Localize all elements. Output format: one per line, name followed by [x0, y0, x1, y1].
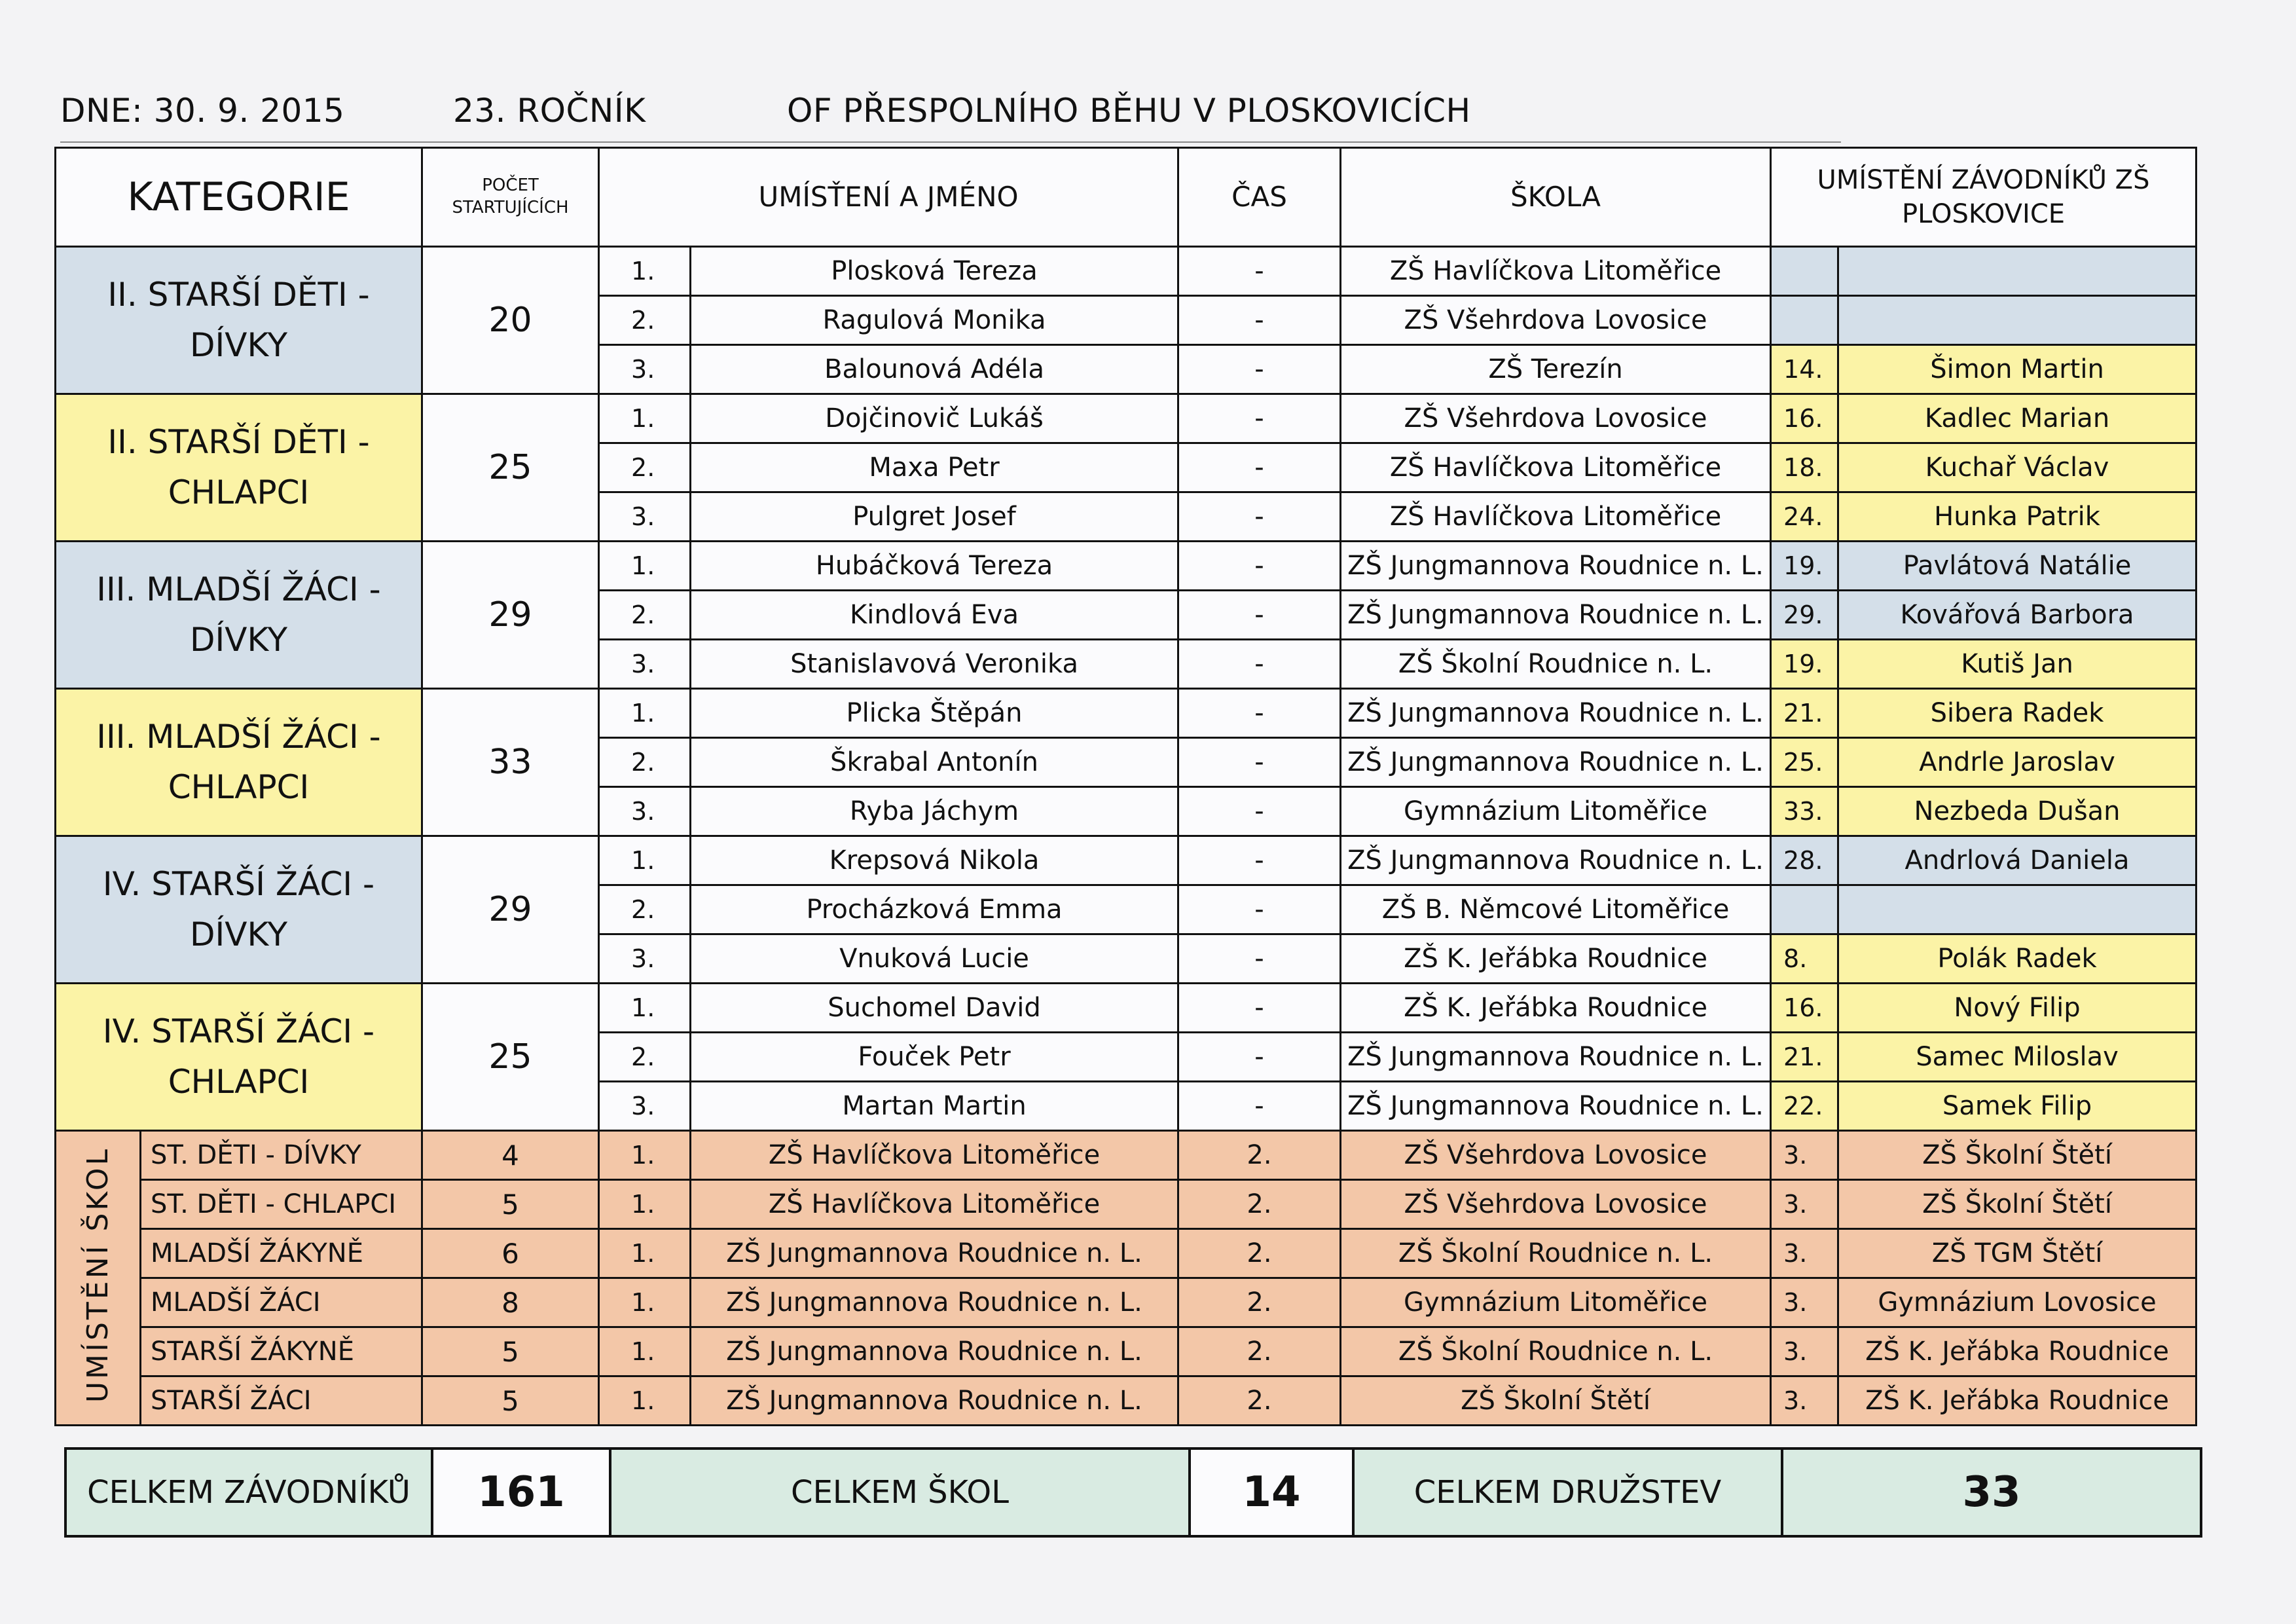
zs-athlete-name: Nezbeda Dušan: [1838, 787, 2196, 836]
zs-rank: 16.: [1771, 984, 1838, 1033]
table-row: [56, 689, 2196, 738]
zs-athlete-name: Samek Filip: [1838, 1082, 2196, 1131]
starters-count: 29: [422, 542, 599, 689]
zs-rank: [1771, 296, 1838, 345]
placement-rank: 1.: [599, 689, 691, 738]
race-time: -: [1178, 247, 1341, 296]
zs-athlete-name: [1838, 296, 2196, 345]
placement-rank: 3.: [599, 345, 691, 394]
placement-rank: 3.: [599, 1082, 691, 1131]
category-name: II. STARŠÍ DĚTI - DÍVKY: [56, 247, 422, 394]
category-name: IV. STARŠÍ ŽÁCI - DÍVKY: [56, 836, 422, 984]
school-rank-1: 1.: [599, 1376, 691, 1426]
placement-rank: 1.: [599, 542, 691, 591]
school-rank-3: 3.: [1771, 1180, 1838, 1229]
school-category: STARŠÍ ŽÁCI: [141, 1376, 422, 1426]
school-category: ST. DĚTI - CHLAPCI: [141, 1180, 422, 1229]
race-time: -: [1178, 836, 1341, 885]
race-time: -: [1178, 787, 1341, 836]
zs-rank: 33.: [1771, 787, 1838, 836]
athlete-name: Suchomel David: [691, 984, 1178, 1033]
school-3rd: ZŠ K. Jeřábka Roudnice: [1838, 1327, 2196, 1376]
school-2nd: ZŠ Všehrdova Lovosice: [1341, 1180, 1771, 1229]
race-time: -: [1178, 443, 1341, 492]
school-rank-2: 2.: [1178, 1229, 1341, 1278]
placement-rank: 3.: [599, 787, 691, 836]
athlete-name: Plicka Štěpán: [691, 689, 1178, 738]
school-name: ZŠ Havlíčkova Litoměřice: [1341, 492, 1771, 542]
school-ranking-row: [56, 1327, 2196, 1376]
placement-rank: 2.: [599, 296, 691, 345]
placement-rank: 3.: [599, 640, 691, 689]
school-1st: ZŠ Jungmannova Roudnice n. L.: [691, 1376, 1178, 1426]
school-ranking-row: [56, 1180, 2196, 1229]
total-teams-label: CELKEM DRUŽSTEV: [1353, 1449, 1782, 1536]
category-name: II. STARŠÍ DĚTI - CHLAPCI: [56, 394, 422, 542]
placement-rank: 1.: [599, 836, 691, 885]
col-kategorie: KATEGORIE: [56, 148, 422, 247]
race-time: -: [1178, 934, 1341, 984]
athlete-name: Vnuková Lucie: [691, 934, 1178, 984]
school-name: ZŠ Všehrdova Lovosice: [1341, 394, 1771, 443]
school-1st: ZŠ Jungmannova Roudnice n. L.: [691, 1278, 1178, 1327]
race-time: -: [1178, 689, 1341, 738]
school-name: ZŠ K. Jeřábka Roudnice: [1341, 984, 1771, 1033]
school-rank-3: 3.: [1771, 1131, 1838, 1180]
category-name: III. MLADŠÍ ŽÁCI - DÍVKY: [56, 542, 422, 689]
zs-athlete-name: Andrlová Daniela: [1838, 836, 2196, 885]
school-name: ZŠ Jungmannova Roudnice n. L.: [1341, 542, 1771, 591]
placement-rank: 2.: [599, 738, 691, 787]
school-2nd: ZŠ Školní Štětí: [1341, 1376, 1771, 1426]
zs-athlete-name: Kuchař Václav: [1838, 443, 2196, 492]
placement-rank: 3.: [599, 492, 691, 542]
zs-athlete-name: Sibera Radek: [1838, 689, 2196, 738]
athlete-name: Škrabal Antonín: [691, 738, 1178, 787]
school-name: ZŠ K. Jeřábka Roudnice: [1341, 934, 1771, 984]
zs-rank: 16.: [1771, 394, 1838, 443]
school-name: ZŠ Jungmannova Roudnice n. L.: [1341, 1033, 1771, 1082]
school-3rd: ZŠ Školní Štětí: [1838, 1131, 2196, 1180]
school-1st: ZŠ Jungmannova Roudnice n. L.: [691, 1327, 1178, 1376]
zs-rank: 24.: [1771, 492, 1838, 542]
school-3rd: ZŠ K. Jeřábka Roudnice: [1838, 1376, 2196, 1426]
school-rank-1: 1.: [599, 1180, 691, 1229]
school-name: ZŠ Havlíčkova Litoměřice: [1341, 247, 1771, 296]
school-2nd: ZŠ Školní Roudnice n. L.: [1341, 1327, 1771, 1376]
race-time: -: [1178, 984, 1341, 1033]
athlete-name: Hubáčková Tereza: [691, 542, 1178, 591]
school-team-count: 4: [422, 1131, 599, 1180]
zs-athlete-name: Polák Radek: [1838, 934, 2196, 984]
zs-athlete-name: [1838, 247, 2196, 296]
athlete-name: Procházková Emma: [691, 885, 1178, 934]
zs-athlete-name: Pavlátová Natálie: [1838, 542, 2196, 591]
athlete-name: Ryba Jáchym: [691, 787, 1178, 836]
col-umisteni: UMÍSŤENÍ A JMÉNO: [599, 148, 1178, 247]
table-row: [56, 542, 2196, 591]
athlete-name: Maxa Petr: [691, 443, 1178, 492]
zs-rank: 19.: [1771, 542, 1838, 591]
zs-rank: 25.: [1771, 738, 1838, 787]
athlete-name: Dojčinovič Lukáš: [691, 394, 1178, 443]
school-rank-3: 3.: [1771, 1376, 1838, 1426]
school-rank-2: 2.: [1178, 1131, 1341, 1180]
school-rank-1: 1.: [599, 1229, 691, 1278]
zs-rank: 19.: [1771, 640, 1838, 689]
school-name: ZŠ Jungmannova Roudnice n. L.: [1341, 836, 1771, 885]
school-ranking-row: [56, 1376, 2196, 1426]
school-ranking-row: [56, 1278, 2196, 1327]
starters-count: 25: [422, 984, 599, 1131]
zs-rank: 8.: [1771, 934, 1838, 984]
school-ranking-label-text: UMÍSTĚNÍ ŠKOL: [81, 1146, 115, 1403]
athlete-name: Pulgret Josef: [691, 492, 1178, 542]
zs-rank: 28.: [1771, 836, 1838, 885]
starters-count: 33: [422, 689, 599, 836]
table-row: [56, 394, 2196, 443]
school-category: MLADŠÍ ŽÁKYNĚ: [141, 1229, 422, 1278]
race-time: -: [1178, 345, 1341, 394]
athlete-name: Fouček Petr: [691, 1033, 1178, 1082]
placement-rank: 2.: [599, 443, 691, 492]
race-time: -: [1178, 640, 1341, 689]
total-schools-label: CELKEM ŠKOL: [610, 1449, 1190, 1536]
placement-rank: 2.: [599, 885, 691, 934]
placement-rank: 1.: [599, 394, 691, 443]
category-name: III. MLADŠÍ ŽÁCI - CHLAPCI: [56, 689, 422, 836]
starters-count: 20: [422, 247, 599, 394]
school-name: ZŠ Jungmannova Roudnice n. L.: [1341, 738, 1771, 787]
zs-rank: [1771, 885, 1838, 934]
school-rank-3: 3.: [1771, 1229, 1838, 1278]
school-name: ZŠ Terezín: [1341, 345, 1771, 394]
zs-rank: 18.: [1771, 443, 1838, 492]
results-table: [54, 147, 2197, 1426]
race-time: -: [1178, 296, 1341, 345]
athlete-name: Stanislavová Veronika: [691, 640, 1178, 689]
zs-athlete-name: Nový Filip: [1838, 984, 2196, 1033]
school-3rd: ZŠ TGM Štětí: [1838, 1229, 2196, 1278]
school-name: ZŠ Jungmannova Roudnice n. L.: [1341, 1082, 1771, 1131]
school-rank-2: 2.: [1178, 1180, 1341, 1229]
race-time: -: [1178, 1082, 1341, 1131]
school-2nd: ZŠ Všehrdova Lovosice: [1341, 1131, 1771, 1180]
race-time: -: [1178, 738, 1341, 787]
total-racers-label: CELKEM ZÁVODNÍKŮ: [65, 1449, 432, 1536]
school-team-count: 5: [422, 1376, 599, 1426]
zs-rank: 22.: [1771, 1082, 1838, 1131]
school-name: ZŠ Jungmannova Roudnice n. L.: [1341, 689, 1771, 738]
school-category: STARŠÍ ŽÁKYNĚ: [141, 1327, 422, 1376]
school-2nd: ZŠ Školní Roudnice n. L.: [1341, 1229, 1771, 1278]
school-ranking-label: [56, 1131, 141, 1426]
totals-row: [65, 1449, 2201, 1536]
category-name: IV. STARŠÍ ŽÁCI - CHLAPCI: [56, 984, 422, 1131]
school-team-count: 5: [422, 1180, 599, 1229]
placement-rank: 1.: [599, 984, 691, 1033]
zs-athlete-name: [1838, 885, 2196, 934]
athlete-name: Plosková Tereza: [691, 247, 1178, 296]
school-rank-2: 2.: [1178, 1278, 1341, 1327]
school-rank-2: 2.: [1178, 1327, 1341, 1376]
total-racers-value: 161: [432, 1449, 610, 1536]
school-name: ZŠ Všehrdova Lovosice: [1341, 296, 1771, 345]
zs-athlete-name: Kutiš Jan: [1838, 640, 2196, 689]
race-time: -: [1178, 1033, 1341, 1082]
race-time: -: [1178, 591, 1341, 640]
school-rank-1: 1.: [599, 1327, 691, 1376]
race-time: -: [1178, 394, 1341, 443]
school-1st: ZŠ Havlíčkova Litoměřice: [691, 1131, 1178, 1180]
school-category: MLADŠÍ ŽÁCI: [141, 1278, 422, 1327]
school-team-count: 8: [422, 1278, 599, 1327]
school-rank-2: 2.: [1178, 1376, 1341, 1426]
school-name: ZŠ Školní Roudnice n. L.: [1341, 640, 1771, 689]
table-row: [56, 836, 2196, 885]
sheet-header: [60, 83, 1841, 143]
total-teams-value: 33: [1782, 1449, 2201, 1536]
results-body: [56, 247, 2196, 1426]
table-row: [56, 247, 2196, 296]
athlete-name: Balounová Adéla: [691, 345, 1178, 394]
zs-rank: 29.: [1771, 591, 1838, 640]
school-name: ZŠ Jungmannova Roudnice n. L.: [1341, 591, 1771, 640]
school-rank-1: 1.: [599, 1131, 691, 1180]
starters-count: 29: [422, 836, 599, 984]
col-skola: ŠKOLA: [1341, 148, 1771, 247]
zs-rank: 21.: [1771, 1033, 1838, 1082]
col-pocet: POČET STARTUJÍCÍCH: [422, 148, 599, 247]
school-team-count: 5: [422, 1327, 599, 1376]
zs-athlete-name: Šimon Martin: [1838, 345, 2196, 394]
col-cas: ČAS: [1178, 148, 1341, 247]
school-ranking-row: [56, 1131, 2196, 1180]
race-time: -: [1178, 542, 1341, 591]
school-name: Gymnázium Litoměřice: [1341, 787, 1771, 836]
school-rank-3: 3.: [1771, 1327, 1838, 1376]
zs-athlete-name: Kadlec Marian: [1838, 394, 2196, 443]
zs-rank: 21.: [1771, 689, 1838, 738]
school-2nd: Gymnázium Litoměřice: [1341, 1278, 1771, 1327]
athlete-name: Krepsová Nikola: [691, 836, 1178, 885]
zs-athlete-name: Samec Miloslav: [1838, 1033, 2196, 1082]
zs-athlete-name: Hunka Patrik: [1838, 492, 2196, 542]
total-schools-value: 14: [1190, 1449, 1353, 1536]
zs-rank: 14.: [1771, 345, 1838, 394]
race-title: OF PŘESPOLNÍHO BĚHU V PLOSKOVICÍCH: [787, 92, 1471, 130]
placement-rank: 2.: [599, 1033, 691, 1082]
athlete-name: Martan Martin: [691, 1082, 1178, 1131]
race-date: DNE: 30. 9. 2015: [60, 92, 345, 130]
placement-rank: 3.: [599, 934, 691, 984]
school-1st: ZŠ Jungmannova Roudnice n. L.: [691, 1229, 1178, 1278]
school-rank-3: 3.: [1771, 1278, 1838, 1327]
school-name: ZŠ Havlíčkova Litoměřice: [1341, 443, 1771, 492]
school-category: ST. DĚTI - DÍVKY: [141, 1131, 422, 1180]
race-time: -: [1178, 885, 1341, 934]
school-team-count: 6: [422, 1229, 599, 1278]
zs-rank: [1771, 247, 1838, 296]
school-3rd: ZŠ Školní Štětí: [1838, 1180, 2196, 1229]
zs-athlete-name: Kovářová Barbora: [1838, 591, 2196, 640]
school-name: ZŠ B. Němcové Litoměřice: [1341, 885, 1771, 934]
placement-rank: 1.: [599, 247, 691, 296]
starters-count: 25: [422, 394, 599, 542]
school-ranking-row: [56, 1229, 2196, 1278]
table-row: [56, 984, 2196, 1033]
placement-rank: 2.: [599, 591, 691, 640]
race-time: -: [1178, 492, 1341, 542]
totals-table: [64, 1447, 2202, 1538]
athlete-name: Kindlová Eva: [691, 591, 1178, 640]
school-1st: ZŠ Havlíčkova Litoměřice: [691, 1180, 1178, 1229]
zs-athlete-name: Andrle Jaroslav: [1838, 738, 2196, 787]
school-rank-1: 1.: [599, 1278, 691, 1327]
school-3rd: Gymnázium Lovosice: [1838, 1278, 2196, 1327]
race-edition: 23. ROČNÍK: [453, 92, 646, 130]
col-zs-ploskovice: UMÍSTĚNÍ ZÁVODNÍKŮ ZŠ PLOSKOVICE: [1771, 148, 2196, 247]
header-row: [56, 148, 2196, 247]
athlete-name: Ragulová Monika: [691, 296, 1178, 345]
